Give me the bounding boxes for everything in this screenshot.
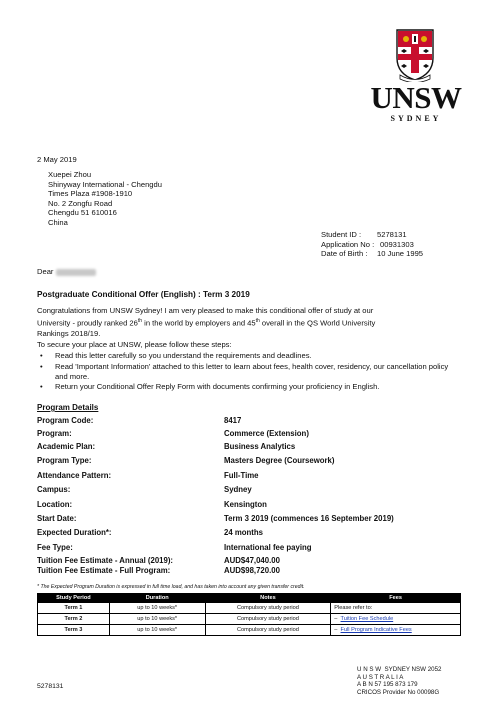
column-header: Duration	[109, 594, 205, 603]
unsw-sydney-label: SYDNEY	[390, 114, 442, 123]
ordinal-suffix: th	[137, 318, 143, 324]
ordinal-suffix: th	[255, 318, 260, 324]
student-info	[321, 230, 471, 259]
student-id-value: 5278131	[377, 230, 407, 239]
study-periods-table	[37, 593, 461, 636]
student-id-label: Student ID :	[321, 230, 362, 239]
application-no-label: Application No :	[321, 239, 375, 249]
address-line: Chengdu 51 610016	[48, 208, 117, 218]
row-value: Kensington	[224, 500, 267, 509]
row-value: Business Analytics	[224, 442, 296, 451]
steps-intro: To secure your place at UNSW, please follow these steps:	[37, 340, 232, 349]
notes-cell: Compulsory study period	[205, 625, 331, 636]
table-row	[38, 625, 461, 636]
letter-date: 2 May 2019	[37, 155, 77, 164]
row-label: Academic Plan:	[37, 442, 96, 451]
redacted-name	[56, 269, 96, 276]
intro-text: University - proudly ranked 26	[37, 318, 138, 328]
row-label: Attendance Pattern:	[37, 471, 112, 480]
footer-line: U N S W SYDNEY NSW 2052	[357, 666, 442, 673]
intro-line	[37, 316, 467, 329]
footer-line: CRICOS Provider No 00098G	[357, 688, 440, 696]
unsw-wordmark: UNSW	[370, 80, 462, 115]
row-label: Expected Duration*:	[37, 528, 112, 537]
table-row	[38, 603, 461, 614]
intro-text: in the world by employers and 45	[142, 318, 256, 328]
row-value: Full-Time	[224, 471, 259, 480]
row-label: Location:	[37, 500, 73, 509]
row-value: Masters Degree (Coursework)	[224, 456, 335, 465]
program-details-title: Program Details	[37, 403, 99, 412]
date-of-birth-label: Date of Birth :	[321, 249, 368, 259]
row-value: 24 months	[224, 528, 263, 537]
intro-line: Rankings 2018/19.	[37, 328, 101, 338]
intro-text: overall in the QS World University	[259, 318, 376, 328]
fees-cell: Please refer to:	[331, 603, 461, 614]
step-item: • Return your Conditional Offer Reply Form with documents confirming your proficiency in English.	[40, 382, 460, 392]
row-value: Sydney	[224, 485, 252, 494]
row-label: Program Code:	[37, 416, 94, 425]
notes-cell: Compulsory study period	[205, 614, 331, 625]
fees-cell: – Full Program Indicative Fees	[331, 625, 461, 636]
duration-cell: up to 10 weeks*	[109, 625, 205, 636]
row-value: AUD$47,040.00	[224, 556, 280, 565]
row-label: Fee Type:	[37, 543, 73, 552]
intro-line: Congratulations from UNSW Sydney! I am very pleased to make this conditional offer of study at our	[37, 306, 374, 315]
salutation	[37, 267, 96, 277]
footer-address	[357, 666, 441, 696]
notes-cell: Compulsory study period	[205, 603, 331, 614]
fees-cell: – Tuition Fee Schedule	[331, 614, 461, 625]
table-row	[38, 614, 461, 625]
row-label: Program Type:	[37, 456, 92, 465]
duration-cell: up to 10 weeks*	[109, 614, 205, 625]
date-of-birth-value: 10 June 1995	[377, 249, 424, 259]
address-line: No. 2 Zongfu Road	[48, 198, 113, 208]
full-program-fees-link[interactable]: Full Program Indicative Fees	[340, 627, 412, 633]
row-label: Tuition Fee Estimate - Full Program:	[37, 566, 171, 575]
step-item: • Read this letter carefully so you understand the requirements and deadlines.	[40, 351, 460, 361]
column-header: Fees	[331, 594, 461, 603]
address-line: Shinyway International - Chengdu	[48, 179, 162, 189]
recipient-address	[48, 170, 162, 228]
tuition-fee-schedule-link[interactable]: Tuition Fee Schedule	[340, 616, 394, 622]
row-value: International fee paying	[224, 543, 312, 552]
row-label: Start Date:	[37, 514, 77, 523]
duration-footnote: * The Expected Program Duration is expressed in full time load, and has taken into account any given transfer credit.	[37, 584, 305, 590]
table-header-row	[38, 594, 461, 603]
address-line: Times Plaza #1908-1910	[48, 189, 133, 199]
salutation-text: Dear	[37, 267, 54, 276]
application-no-value: 00931303	[380, 239, 414, 249]
row-value: Term 3 2019 (commences 16 September 2019)	[224, 514, 394, 523]
duration-cell: up to 10 weeks*	[109, 603, 205, 614]
footer-line: A B N 57 195 873 179	[357, 681, 418, 689]
steps-list	[40, 351, 460, 393]
intro-paragraph	[37, 306, 467, 339]
address-line: Xuepei Zhou	[48, 170, 92, 179]
row-value: Commerce (Extension)	[224, 429, 309, 438]
row-label: Tuition Fee Estimate - Annual (2019):	[37, 556, 174, 565]
address-line: China	[48, 217, 68, 227]
unsw-crest-icon	[394, 28, 436, 82]
period-cell: Term 1	[38, 603, 110, 614]
column-header: Notes	[205, 594, 331, 603]
step-item: • Read 'Important Information' attached to this letter to learn about fees, health cover, residency, our cancellation policy and more.	[40, 362, 460, 382]
column-header: Study Period	[38, 594, 110, 603]
row-value: AUD$98,720.00	[224, 566, 280, 575]
row-label: Campus:	[37, 485, 71, 494]
footer-line: A U S T R A L I A	[357, 673, 404, 681]
offer-heading: Postgraduate Conditional Offer (English) : Term 3 2019	[37, 290, 250, 299]
footer-student-id: 5278131	[37, 683, 64, 690]
row-label: Program:	[37, 429, 72, 438]
period-cell: Term 3	[38, 625, 110, 636]
row-value: 8417	[224, 416, 242, 425]
period-cell: Term 2	[38, 614, 110, 625]
